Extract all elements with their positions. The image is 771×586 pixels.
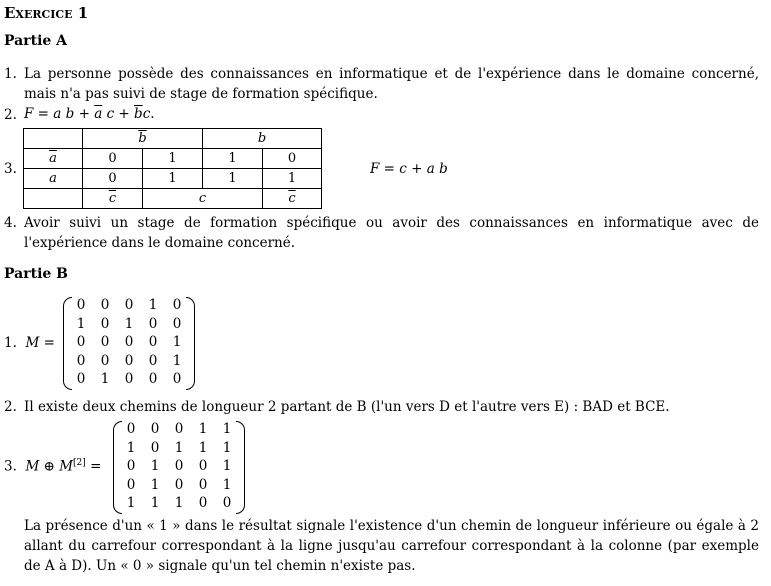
matrix-entry: 0 [150,421,160,437]
matrix-entry: 0 [172,315,182,332]
table-footer-cell: c [143,189,263,209]
row-label: a [24,169,83,189]
matrix-entry: 0 [76,297,86,313]
matrix-entry: 0 [76,371,86,387]
matrix-entry: 1 [150,458,160,474]
item-number: 4. [4,215,17,231]
matrix-entry: 0 [124,334,134,350]
matrix-entry: 1 [76,315,86,332]
matrix-entry: 0 [76,334,86,350]
matrix-entry: 1 [100,371,110,387]
matrix-entry: 0 [76,352,86,369]
matrix-entry: 1 [222,476,232,493]
table-cell [24,129,83,149]
matrix-entry: 0 [148,334,158,350]
matrix-entry: 0 [148,371,158,387]
table-cell: 1 [203,149,263,169]
item-number: 1. [4,66,17,82]
matrix-entry: 0 [100,334,110,350]
matrix-entry: 0 [198,495,208,511]
matrix-entry: 1 [174,439,184,456]
table-cell: 1 [263,169,322,189]
table-cell: 0 [83,149,143,169]
part-a-formula-2: F = a $b + \overline{a}$ $c + \overline{b}c$. [24,106,155,122]
matrix-m-plus-m2 [113,421,245,514]
matrix-entry: 0 [126,476,136,493]
matrix-entry: 0 [198,458,208,474]
row-label: $\overline{a}$ [24,149,83,169]
matrix-entry: 0 [124,297,134,313]
matrix-entry: 0 [150,439,160,456]
table-row [24,149,322,169]
matrix-entry: 0 [148,352,158,369]
table-cell [24,189,83,209]
matrix-entry: 0 [124,352,134,369]
item-number: 2. [4,399,17,415]
part-a-answer-1: La personne possède des connaissances en informatique et de l'expérience dans le domaine concerné, mais n'a pas suivi de stage de formation spécifique. [24,66,759,102]
matrix-entry: 0 [126,458,136,474]
matrix-entry: 0 [174,421,184,437]
table-cell: 1 [143,169,203,189]
table-header-row [24,129,322,149]
table-footer-row [24,189,322,209]
table-cell: 0 [263,149,322,169]
part-a-heading: Partie A [4,33,68,49]
exercise-title: Exercice 1 [4,4,89,22]
table-header-cell: $\overline{b}$ [83,129,203,149]
matrix-m [63,297,195,390]
karnaugh-table [23,128,322,209]
table-cell: 1 [203,169,263,189]
item-number: 3. [4,161,17,177]
matrix-entry: 1 [172,352,182,369]
matrix-entry: 1 [148,297,158,313]
table-footer-cell: $\overline{c}$ [83,189,143,209]
matrix-entry: 1 [222,458,232,474]
matrix-m-label: 1. M = [4,335,55,351]
matrix-entry: 1 [124,315,134,332]
table-cell: 0 [83,169,143,189]
table-cell: 1 [143,149,203,169]
matrix-entry: 0 [124,371,134,387]
simplified-formula: F = c + a b [370,161,448,177]
matrix-entry: 0 [172,371,182,387]
table-row [24,169,322,189]
part-b-answer-2: Il existe deux chemins de longueur 2 partant de B (l'un vers D et l'autre vers E) : BAD et BCE. [24,399,670,415]
matrix-entry: 1 [222,439,232,456]
matrix-entry: 0 [174,476,184,493]
matrix-entry: 1 [150,476,160,493]
matrix-entry: 1 [198,439,208,456]
matrix-entry: 0 [100,352,110,369]
matrix-entry: 1 [172,334,182,350]
table-footer-cell: $\overline{c}$ [263,189,322,209]
matrix-entry: 1 [174,495,184,511]
matrix-entry: 0 [100,297,110,313]
matrix-entry: 1 [126,439,136,456]
matrix-entry: 0 [198,476,208,493]
item-number: 2. [4,107,17,123]
part-a-answer-4: Avoir suivi un stage de formation spécifique ou avoir des connaissances en informatique avec de l'expérience dans le domaine concerné. [24,215,759,251]
part-b-heading: Partie B [4,266,68,282]
matrix-entry: 0 [148,315,158,332]
matrix-entry: 1 [198,421,208,437]
matrix-entry: 0 [174,458,184,474]
part-b-answer-3: La présence d'un « 1 » dans le résultat signale l'existence d'un chemin de longueur inférieure ou égale à 2 allant du carrefour correspondant à la ligne jusqu'au carrefour correspondant à la colonne (par exemple de A à D). Un « 0 » signale qu'un tel chemin n'existe pas. [24,518,759,574]
matrix-entry: 1 [150,495,160,511]
table-header-cell: b [203,129,322,149]
matrix-sum-label: 3. M ⊕ M[2] = [4,458,102,475]
matrix-entry: 1 [222,421,232,437]
matrix-entry: 0 [126,421,136,437]
matrix-entry: 0 [222,495,232,511]
matrix-entry: 1 [126,495,136,511]
matrix-entry: 0 [100,315,110,332]
matrix-entry: 0 [172,297,182,313]
